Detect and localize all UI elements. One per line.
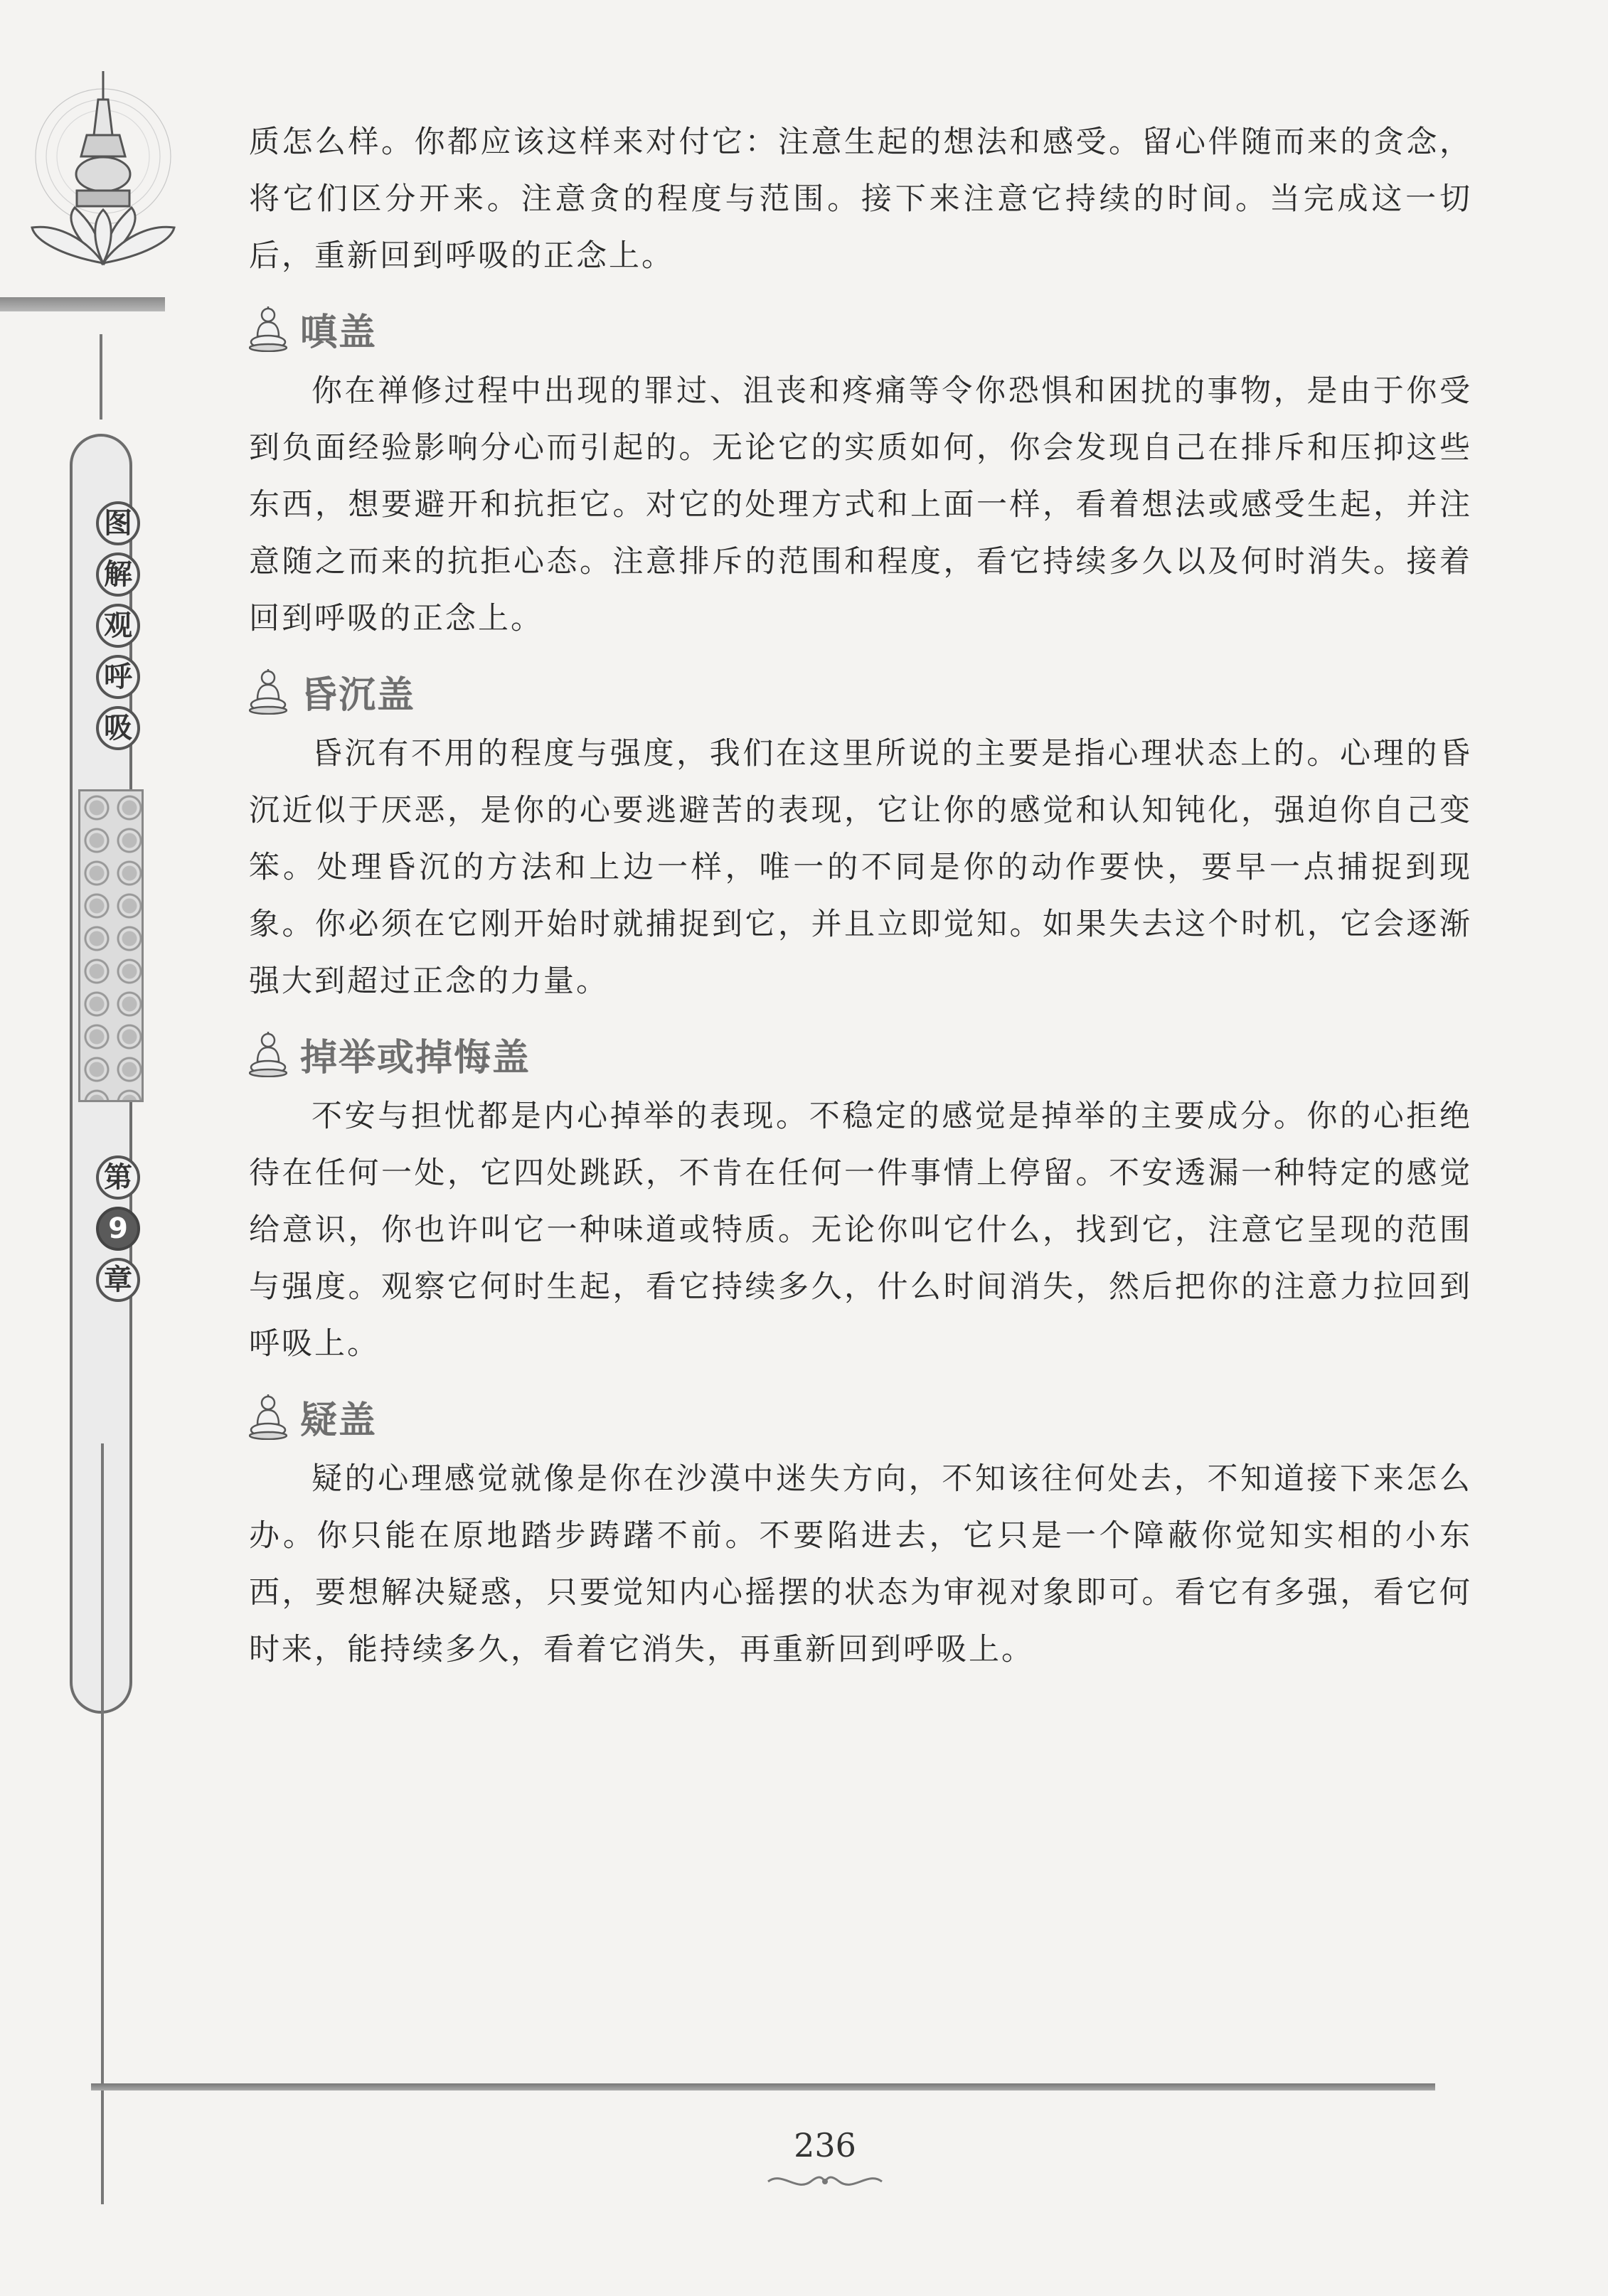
section-heading <box>249 657 1472 725</box>
section-heading <box>249 294 1472 363</box>
intro-paragraph: 质怎么样。你都应该这样来对付它：注意生起的想法和感受。留心伴随而来的贪念，将它们区分开来。注意贪的程度与范围。接下来注意它持续的时间。当完成这一切后，重新回到呼吸的正念上。 <box>249 124 1472 274</box>
section-body: 昏沉有不用的程度与强度，我们在这里所说的主要是指心理状态上的。心理的昏沉近似于厌恶，是你的心要逃避苦的表现，它让你的感觉和认知钝化，强迫你自己变笨。处理昏沉的方法和上边一样，唯一的不同是你的动作要快，要早一点捕捉到现象。你必须在它刚开始时就捕捉到它，并且立即觉知。如果失去这个时机，它会逐渐强大到超过正念的力量。 <box>249 736 1472 999</box>
book-title-char: 观 <box>96 604 140 648</box>
stupa-lotus-emblem <box>21 50 185 284</box>
section-heading <box>249 1382 1472 1451</box>
book-title-char: 图 <box>96 501 140 545</box>
chapter-char: 第 <box>96 1155 140 1200</box>
section-title: 掉举或掉悔盖 <box>300 1035 531 1079</box>
pole-stem <box>100 334 102 420</box>
section-heading <box>249 1020 1472 1088</box>
book-title-char: 吸 <box>96 706 140 750</box>
meditating-buddha-icon <box>249 1030 287 1077</box>
section-body: 你在禅修过程中出现的罪过、沮丧和疼痛等令你恐惧和困扰的事物，是由于你受到负面经验影响分心而引起的。无论它的实质如何，你会发现自己在排斥和压抑这些东西，想要避开和抗拒它。对它的处理方式和上面一样，看着想法或感受生起，并注意随之而来的抗拒心态。注意排斥的范围和程度，看它持续多久以及何时消失。接着回到呼吸的正念上。 <box>249 373 1472 636</box>
bottom-rule <box>91 2083 1435 2091</box>
decorative-pattern-panel <box>78 789 144 1102</box>
meditating-buddha-icon <box>249 305 287 352</box>
book-title-char: 呼 <box>96 655 140 699</box>
section-body: 不安与担忧都是内心掉举的表现。不稳定的感觉是掉举的主要成分。你的心拒绝待在任何一处，它四处跳跃，不肯在任何一件事情上停留。不安透漏一种特定的感觉给意识，你也许叫它一种味道或特质。无论你叫它什么，找到它，注意它呈现的范围与强度。观察它何时生起，看它持续多久，什么时间消失，然后把你的注意力拉回到呼吸上。 <box>249 1099 1472 1362</box>
section-title: 昏沉盖 <box>300 673 416 717</box>
chapter-marker <box>91 1155 145 1302</box>
top-left-rule <box>0 297 165 311</box>
book-title-vertical <box>91 501 145 750</box>
page-flourish-ornament <box>761 2167 889 2196</box>
section-title: 嗔盖 <box>300 310 378 354</box>
section-title: 疑盖 <box>300 1398 378 1442</box>
chapter-char: 章 <box>96 1258 140 1302</box>
section-body: 疑的心理感觉就像是你在沙漠中迷失方向，不知该往何处去，不知道接下来怎么办。你只能在原地踏步踌躇不前。不要陷进去，它只是一个障蔽你觉知实相的小东西，要想解决疑惑，只要觉知内心摇摆的状态为审视对象即可。看它有多强，看它何时来，能持续多久，看着它消失，再重新回到呼吸上。 <box>249 1461 1472 1667</box>
page-number: 236 <box>794 2126 856 2164</box>
chapter-number: 9 <box>96 1207 140 1251</box>
main-content <box>249 114 1472 1678</box>
meditating-buddha-icon <box>249 1393 287 1440</box>
book-title-char: 解 <box>96 552 140 597</box>
meditating-buddha-icon <box>249 668 287 715</box>
